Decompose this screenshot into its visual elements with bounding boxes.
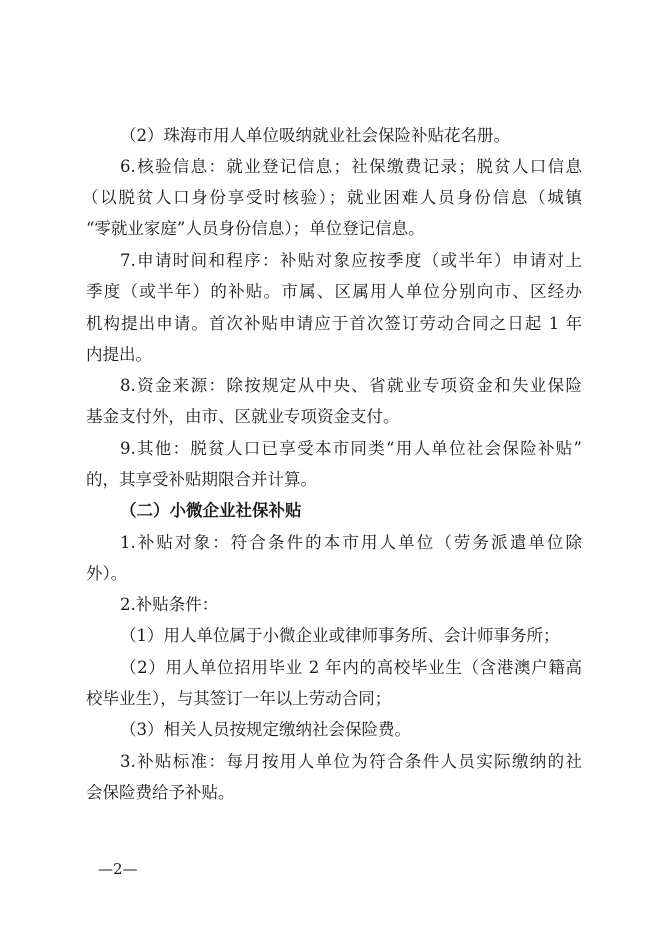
section-heading: （二）小微企业社保补贴 xyxy=(120,501,302,520)
text-line-11: 9.其他：脱贫人口已享受本市同类“用人单位社会保险补贴” xyxy=(120,439,582,458)
text-line-4: “零就业家庭”人员身份信息）；单位登记信息。 xyxy=(86,219,425,238)
text-line-21: 3.补贴标准：每月按用人单位为符合条件人员实际缴纳的社 xyxy=(120,752,582,771)
text-line-17: （1）用人单位属于小微企业或律师事务所、会计师事务所； xyxy=(120,626,560,645)
text-line-5: 7.申请时间和程序：补贴对象应按季度（或半年）申请对上 xyxy=(120,251,582,270)
text-line-18: （2）用人单位招用毕业 2 年内的高校毕业生（含港澳户籍高 xyxy=(120,658,582,677)
text-line-16: 2.补贴条件： xyxy=(120,595,219,614)
text-line-20: （3）相关人员按规定缴纳社会保险费。 xyxy=(120,720,411,739)
page-number: —2— xyxy=(98,860,138,878)
text-line-8: 内提出。 xyxy=(86,345,152,364)
text-line-15: 外）。 xyxy=(86,564,128,583)
text-line-14: 1.补贴对象：符合条件的本市用人单位（劳务派遣单位除 xyxy=(120,533,582,552)
text-line-1: （2）珠海市用人单位吸纳就业社会保险补贴花名册。 xyxy=(120,126,510,145)
text-line-19: 校毕业生），与其签订一年以上劳动合同； xyxy=(86,689,392,708)
text-line-10: 基金支付外，由市、区就业专项资金支付。 xyxy=(86,407,400,426)
text-line-22: 会保险费给予补贴。 xyxy=(86,783,235,802)
text-line-6: 季度（或半年）的补贴。市属、区属用人单位分别向市、区经办 xyxy=(86,282,582,301)
text-line-3: （以脱贫人口身份享受时核验）；就业困难人员身份信息（城镇 xyxy=(82,188,582,207)
text-line-2: 6.核验信息：就业登记信息；社保缴费记录；脱贫人口信息 xyxy=(120,157,582,176)
text-line-12: 的，其享受补贴期限合并计算。 xyxy=(86,470,317,489)
text-line-9: 8.资金来源：除按规定从中央、省就业专项资金和失业保险 xyxy=(120,376,582,395)
text-line-7: 机构提出申请。首次补贴申请应于首次签订劳动合同之日起 1 年 xyxy=(86,314,582,333)
